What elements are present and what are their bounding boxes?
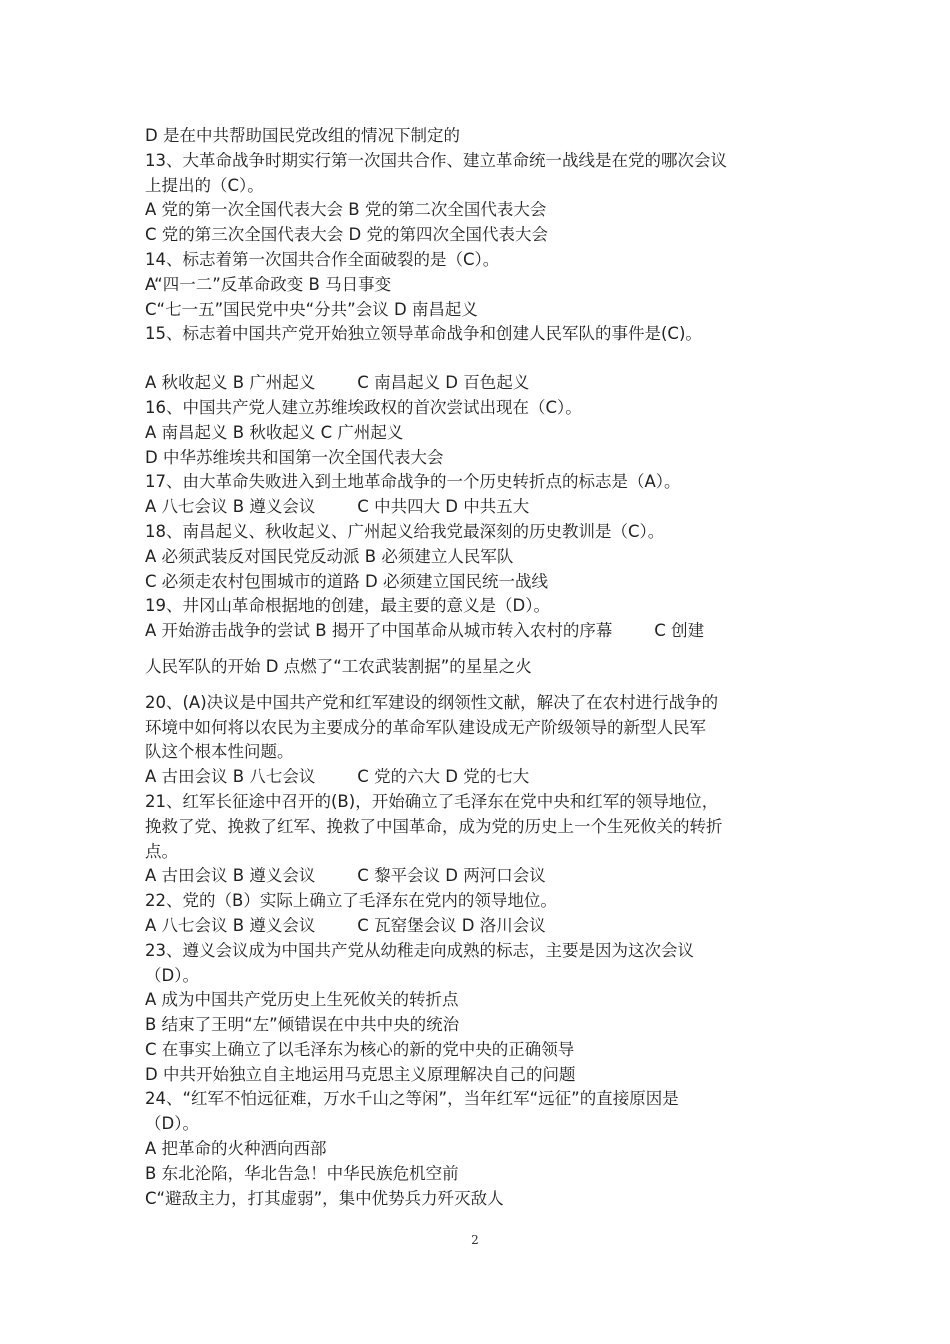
- question-14: 14、标志着第一次国共合作全面破裂的是（C）。: [145, 249, 500, 269]
- question-17: 17、由大革命失败进入到土地革命战争的一个历史转折点的标志是（A）。: [145, 472, 681, 492]
- text-line: （D）。: [145, 965, 199, 985]
- question-20: 20、(A)决议是中国共产党和红军建设的纲领性文献，解决了在农村进行战争的: [145, 692, 719, 712]
- answer-options: C“七一五”国民党中央“分共”会议 D 南昌起义: [145, 299, 478, 319]
- spacer: [145, 680, 815, 691]
- question-24: 24、“红军不怕远征难，万水千山之等闲”，当年红军“远征”的直接原因是: [145, 1089, 679, 1109]
- spacer: [145, 644, 815, 655]
- answer-option: A 成为中国共产党历史上生死攸关的转折点: [145, 990, 459, 1010]
- answer-option: C“避敌主力，打其虚弱”，集中优势兵力歼灭敌人: [145, 1188, 504, 1208]
- answer-option: A 把革命的火种洒向西部: [145, 1139, 327, 1159]
- answer-options: A“四一二”反革命政变 B 马日事变: [145, 274, 392, 294]
- answer-options: A 必须武装反对国民党反动派 B 必须建立人民军队: [145, 546, 514, 566]
- question-18: 18、南昌起义、秋收起义、广州起义给我党最深刻的历史教训是（C）。: [145, 521, 665, 541]
- answer-option: C 在事实上确立了以毛泽东为核心的新的党中央的正确领导: [145, 1039, 575, 1059]
- answer-option: B 结束了王明“左”倾错误在中共中央的统治: [145, 1015, 460, 1035]
- answer-options: A 古田会议 B 遵义会议 C 黎平会议 D 两河口会议: [145, 866, 546, 886]
- question-22: 22、党的（B）实际上确立了毛泽东在党内的领导地位。: [145, 891, 557, 911]
- answer-options: C 必须走农村包围城市的道路 D 必须建立国民统一战线: [145, 571, 548, 591]
- answer-options: A 八七会议 B 遵义会议 C 瓦窑堡会议 D 洛川会议: [145, 915, 546, 935]
- text-line: 上提出的（C）。: [145, 175, 264, 195]
- page-body: [145, 124, 815, 1211]
- question-21: 21、红军长征途中召开的(B)，开始确立了毛泽东在党中央和红军的领导地位，: [145, 791, 719, 811]
- answer-options: A 南昌起义 B 秋收起义 C 广州起义: [145, 422, 404, 442]
- answer-options: A 党的第一次全国代表大会 B 党的第二次全国代表大会: [145, 200, 547, 220]
- question-16: 16、中国共产党人建立苏维埃政权的首次尝试出现在（C）。: [145, 397, 582, 417]
- answer-option: D 中共开始独立自主地运用马克思主义原理解决自己的问题: [145, 1064, 576, 1084]
- text-line: （D）。: [145, 1114, 199, 1134]
- answer-options: A 古田会议 B 八七会议 C 党的六大 D 党的七大: [145, 767, 530, 787]
- page-number: 2: [471, 1233, 479, 1247]
- question-13: 13、大革命战争时期实行第一次国共合作、建立革命统一战线是在党的哪次会议: [145, 150, 727, 170]
- text-line: 队这个根本性问题。: [145, 742, 294, 762]
- answer-options: A 开始游击战争的尝试 B 揭开了中国革命从城市转入农村的序幕 C 创建: [145, 621, 705, 641]
- text-line: 挽救了党、挽救了红军、挽救了中国革命，成为党的历史上一个生死攸关的转折: [145, 816, 723, 836]
- question-19: 19、井冈山革命根据地的创建，最主要的意义是（D）。: [145, 596, 550, 616]
- answer-option: B 东北沦陷，华北告急！中华民族危机空前: [145, 1163, 459, 1183]
- answer-options: 人民军队的开始 D 点燃了“工农武装割据”的星星之火: [145, 656, 532, 676]
- text-line: 环境中如何将以农民为主要成分的革命军队建设成无产阶级领导的新型人民军: [145, 717, 706, 737]
- blank-line: [145, 347, 815, 371]
- answer-options: C 党的第三次全国代表大会 D 党的第四次全国代表大会: [145, 225, 548, 245]
- answer-options: D 中华苏维埃共和国第一次全国代表大会: [145, 447, 444, 467]
- answer-options: A 八七会议 B 遵义会议 C 中共四大 D 中共五大: [145, 497, 530, 517]
- question-23: 23、遵义会议成为中国共产党从幼稚走向成熟的标志，主要是因为这次会议: [145, 940, 694, 960]
- text-line: 点。: [145, 841, 178, 861]
- answer-options: A 秋收起义 B 广州起义 C 南昌起义 D 百色起义: [145, 373, 530, 393]
- question-15: 15、标志着中国共产党开始独立领导革命战争和创建人民军队的事件是(C)。: [145, 324, 702, 344]
- text-line: D 是在中共帮助国民党改组的情况下制定的: [145, 126, 460, 145]
